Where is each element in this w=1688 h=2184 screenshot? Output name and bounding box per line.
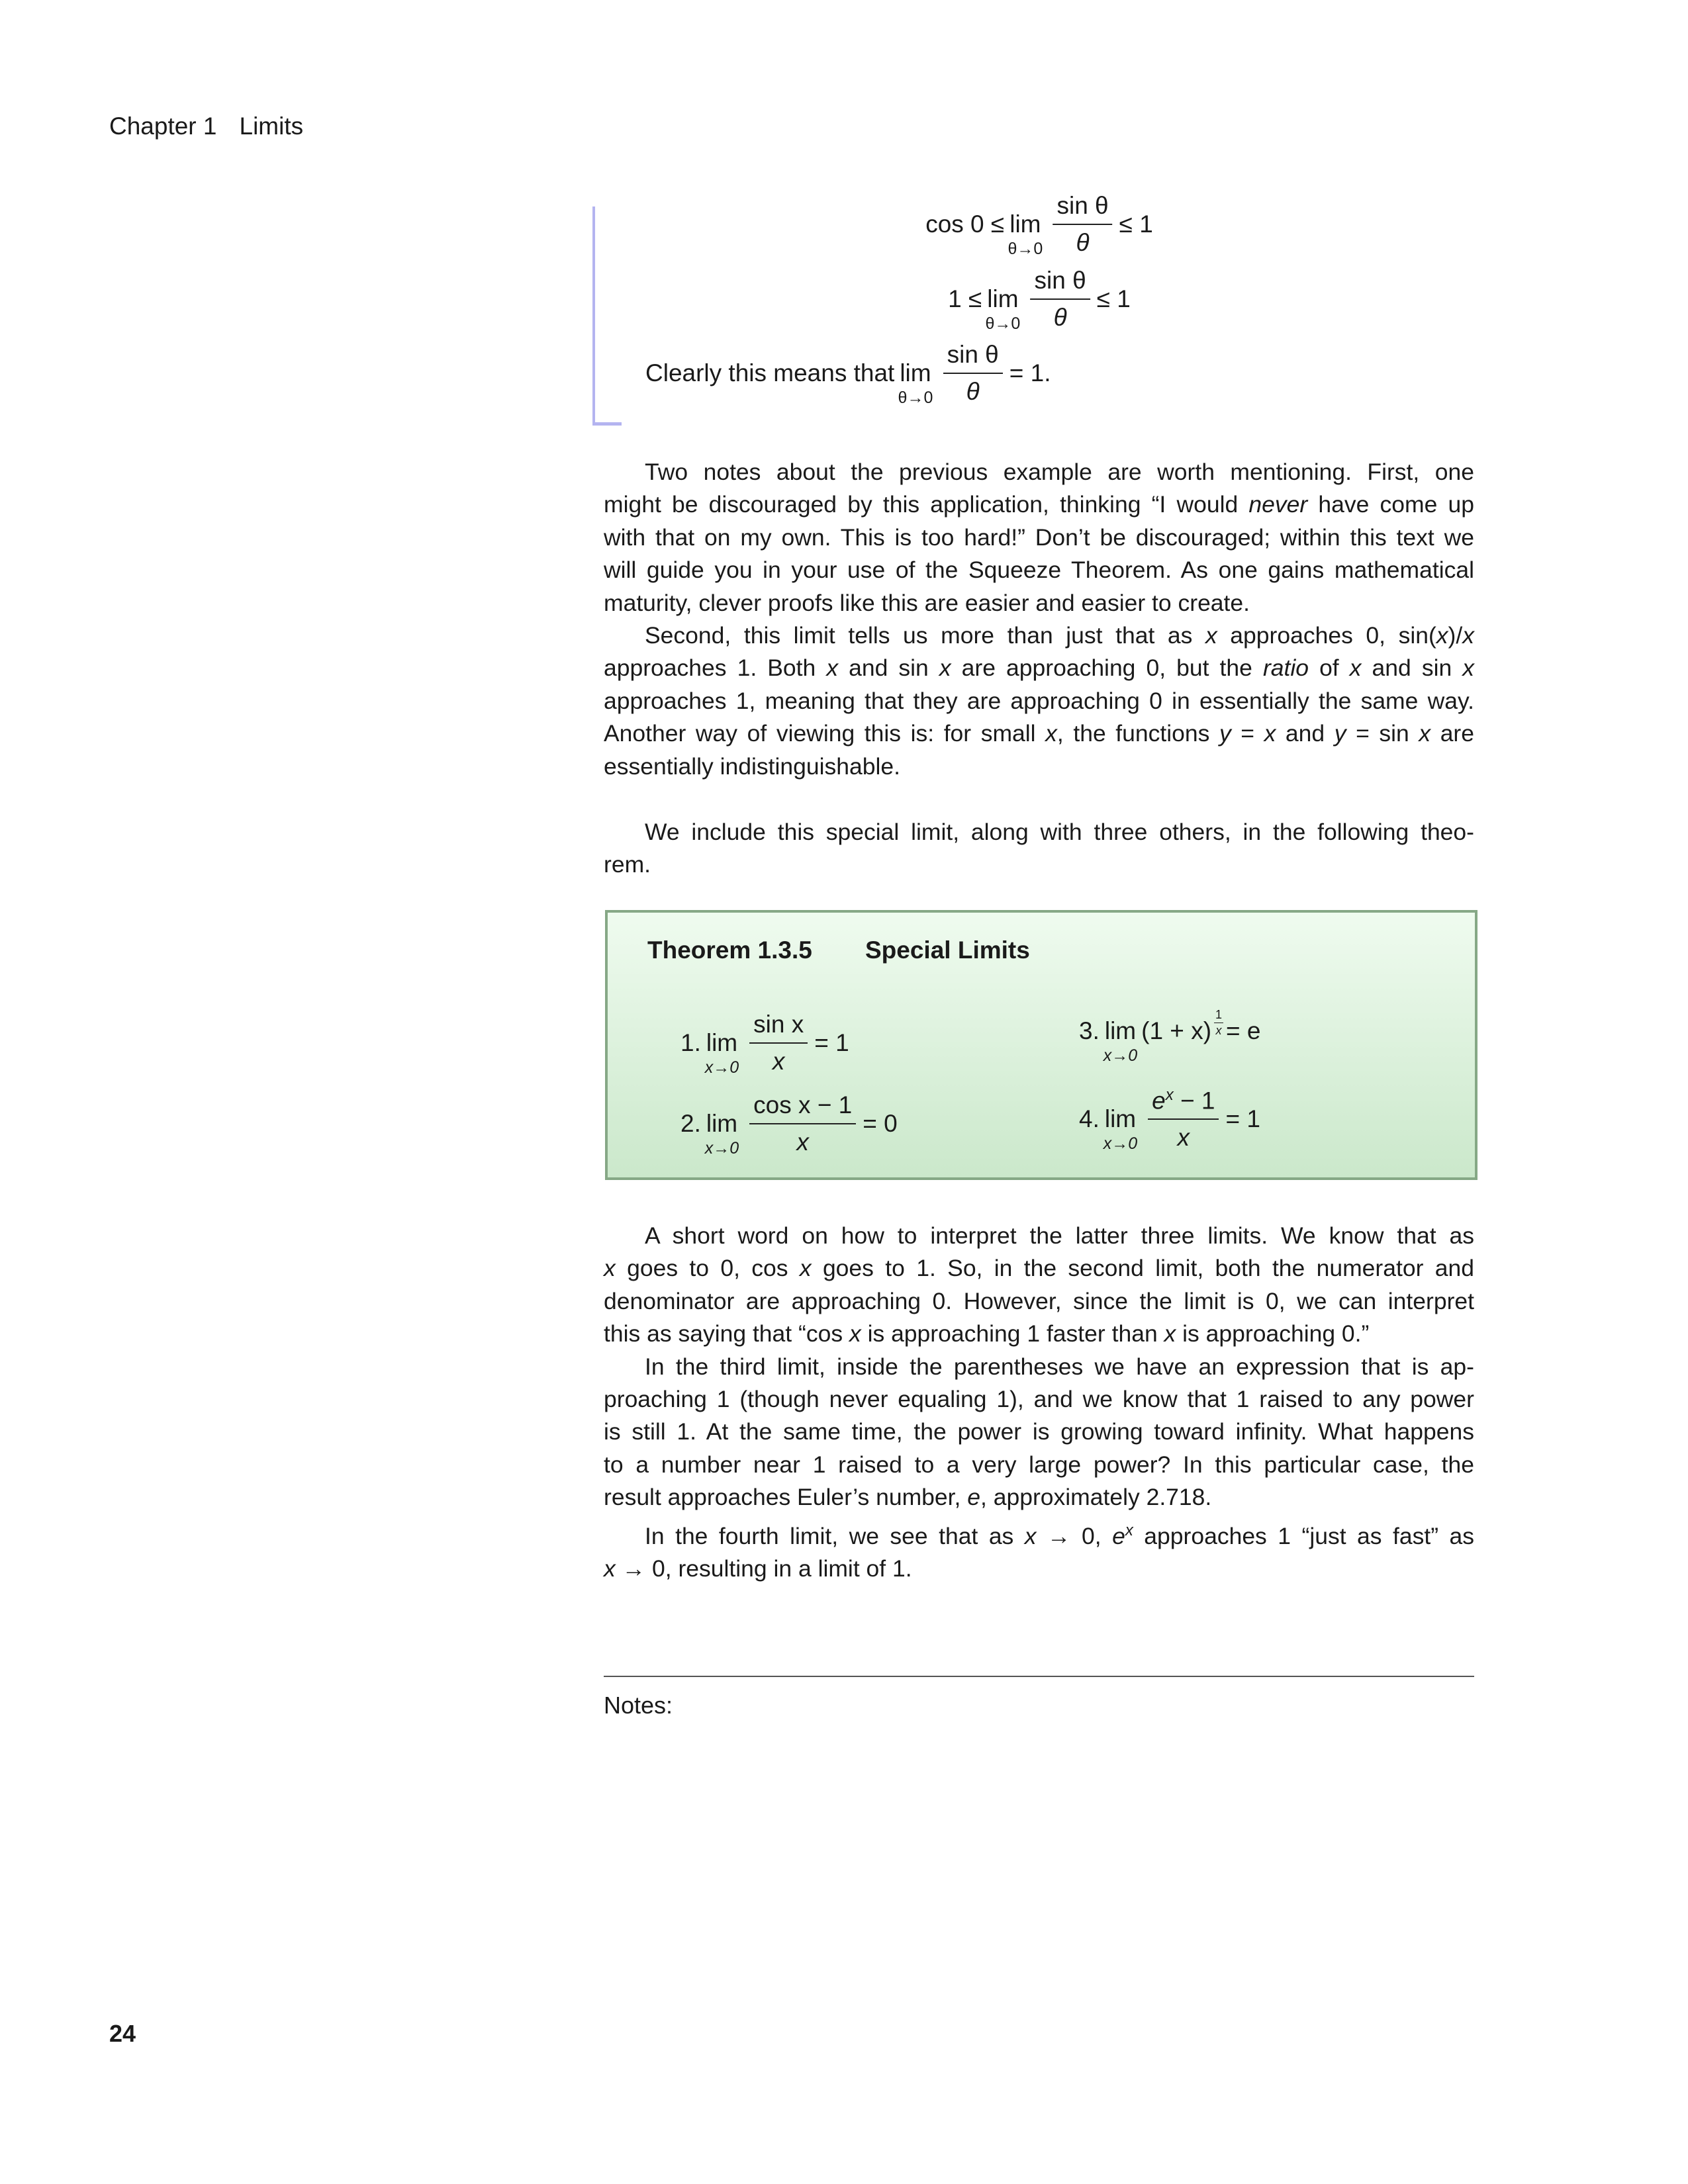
text-line: might be discouraged by this application, thinking “I would never have come up bbox=[604, 491, 1474, 518]
eq-rhs: ≤ 1 bbox=[1096, 285, 1131, 312]
chapter-title: Limits bbox=[239, 113, 304, 140]
text-line: rem. bbox=[604, 851, 651, 878]
limit: lim θ→0 bbox=[898, 359, 933, 408]
limit: lim θ→0 bbox=[1008, 210, 1043, 259]
theorem-name: Special Limits bbox=[865, 936, 1030, 964]
limit: lim θ→0 bbox=[985, 285, 1021, 334]
text-line: is still 1. At the same time, the power is growing toward infinity. What happens bbox=[604, 1418, 1474, 1445]
eq-lhs: 1 ≤ bbox=[948, 285, 982, 312]
text-line: Another way of viewing this is: for small x, the functions y = x and y = sin x are bbox=[604, 720, 1474, 747]
text-line: this as saying that “cos x is approaching 1 faster than x is approaching 0.” bbox=[604, 1320, 1370, 1347]
eq-rhs: ≤ 1 bbox=[1119, 210, 1153, 238]
text-line: result approaches Euler’s number, e, approximately 2.718. bbox=[604, 1484, 1212, 1511]
theorem-item-2: 2. lim x→0 $\frac{\text{cos x − 1}}{x}$ = 0 bbox=[680, 1091, 898, 1158]
body-text-intro-theorem bbox=[604, 816, 1474, 882]
eq-lhs: cos 0 ≤ bbox=[925, 210, 1005, 238]
text-line: approaches 1. Both x and sin x are approaching 0, but the ratio of x and sin x bbox=[604, 655, 1475, 682]
text-line: x → 0, resulting in a limit of 1. bbox=[604, 1555, 912, 1582]
conclusion-text: Clearly this means that bbox=[645, 359, 895, 387]
equation-row-1 bbox=[925, 192, 1153, 257]
text-line: Second, this limit tells us more than just that as x approaches 0, sin(x)/x bbox=[645, 622, 1474, 649]
example-end-mark bbox=[592, 422, 622, 426]
text-line: x goes to 0, cos x goes to 1. So, in the second limit, both the numerator and bbox=[604, 1255, 1474, 1282]
chapter-number: Chapter 1 bbox=[109, 113, 217, 140]
theorem-box bbox=[605, 910, 1477, 1180]
text-line: In the third limit, inside the parentheses we have an expression that is ap- bbox=[645, 1353, 1474, 1380]
text-line: with that on my own. This is too hard!” Don’t be discouraged; within this text we bbox=[604, 523, 1474, 551]
theorem-item-3: 3. lim x→0 (1 + x) $\frac{1}{x}$ = e bbox=[1079, 1008, 1261, 1066]
notes-label: Notes: bbox=[604, 1692, 673, 1719]
eq-rhs: = 1. bbox=[1009, 359, 1051, 387]
equation-row-2 bbox=[948, 267, 1131, 332]
text-line: denominator are approaching 0. However, since the limit is 0, we can interpret bbox=[604, 1287, 1474, 1314]
notes-divider bbox=[604, 1676, 1474, 1677]
text-line: will guide you in your use of the Squeeze Theorem. As one gains mathematical bbox=[604, 557, 1474, 584]
text-line: maturity, clever proofs like this are easier and easier to create. bbox=[604, 589, 1250, 616]
equation-row-3 bbox=[645, 341, 1051, 406]
fraction: $\frac{\text{sin θ}}{\theta}$ bbox=[943, 341, 1003, 406]
example-margin-bar bbox=[592, 206, 595, 425]
running-header bbox=[109, 113, 303, 140]
body-text-notes bbox=[604, 456, 1474, 783]
text-line: proaching 1 (though never equaling 1), and we know that 1 raised to any power bbox=[604, 1386, 1474, 1413]
theorem-item-1: 1. lim x→0 $\frac{\text{sin x}}{x}$ = 1 bbox=[680, 1011, 849, 1077]
fraction: $\frac{\text{sin θ}}{\theta}$ bbox=[1031, 267, 1090, 332]
text-line: essentially indistinguishable. bbox=[604, 752, 900, 780]
fraction: $\frac{\text{sin θ}}{\theta}$ bbox=[1053, 192, 1112, 257]
body-text-interpretation bbox=[604, 1220, 1474, 1585]
text-line: to a number near 1 raised to a very large power? In this particular case, the bbox=[604, 1451, 1474, 1478]
text-line: In the fourth limit, we see that as x → 0, $e^x$ approaches 1 “just as fast” as bbox=[645, 1521, 1474, 1549]
text-line: approaches 1, meaning that they are approaching 0 in essentially the same way. bbox=[604, 687, 1474, 714]
page-number: 24 bbox=[109, 2020, 136, 2047]
text-line: We include this special limit, along with three others, in the following theo- bbox=[645, 819, 1474, 845]
theorem-item-4: 4. lim x→0 $\frac{e^x - 1}{x}$ = 1 bbox=[1079, 1086, 1260, 1153]
text-line: A short word on how to interpret the latter three limits. We know that as bbox=[645, 1222, 1474, 1249]
text-line: Two notes about the previous example are worth mentioning. First, one bbox=[645, 459, 1474, 485]
theorem-label: Theorem 1.3.5 bbox=[647, 936, 812, 964]
